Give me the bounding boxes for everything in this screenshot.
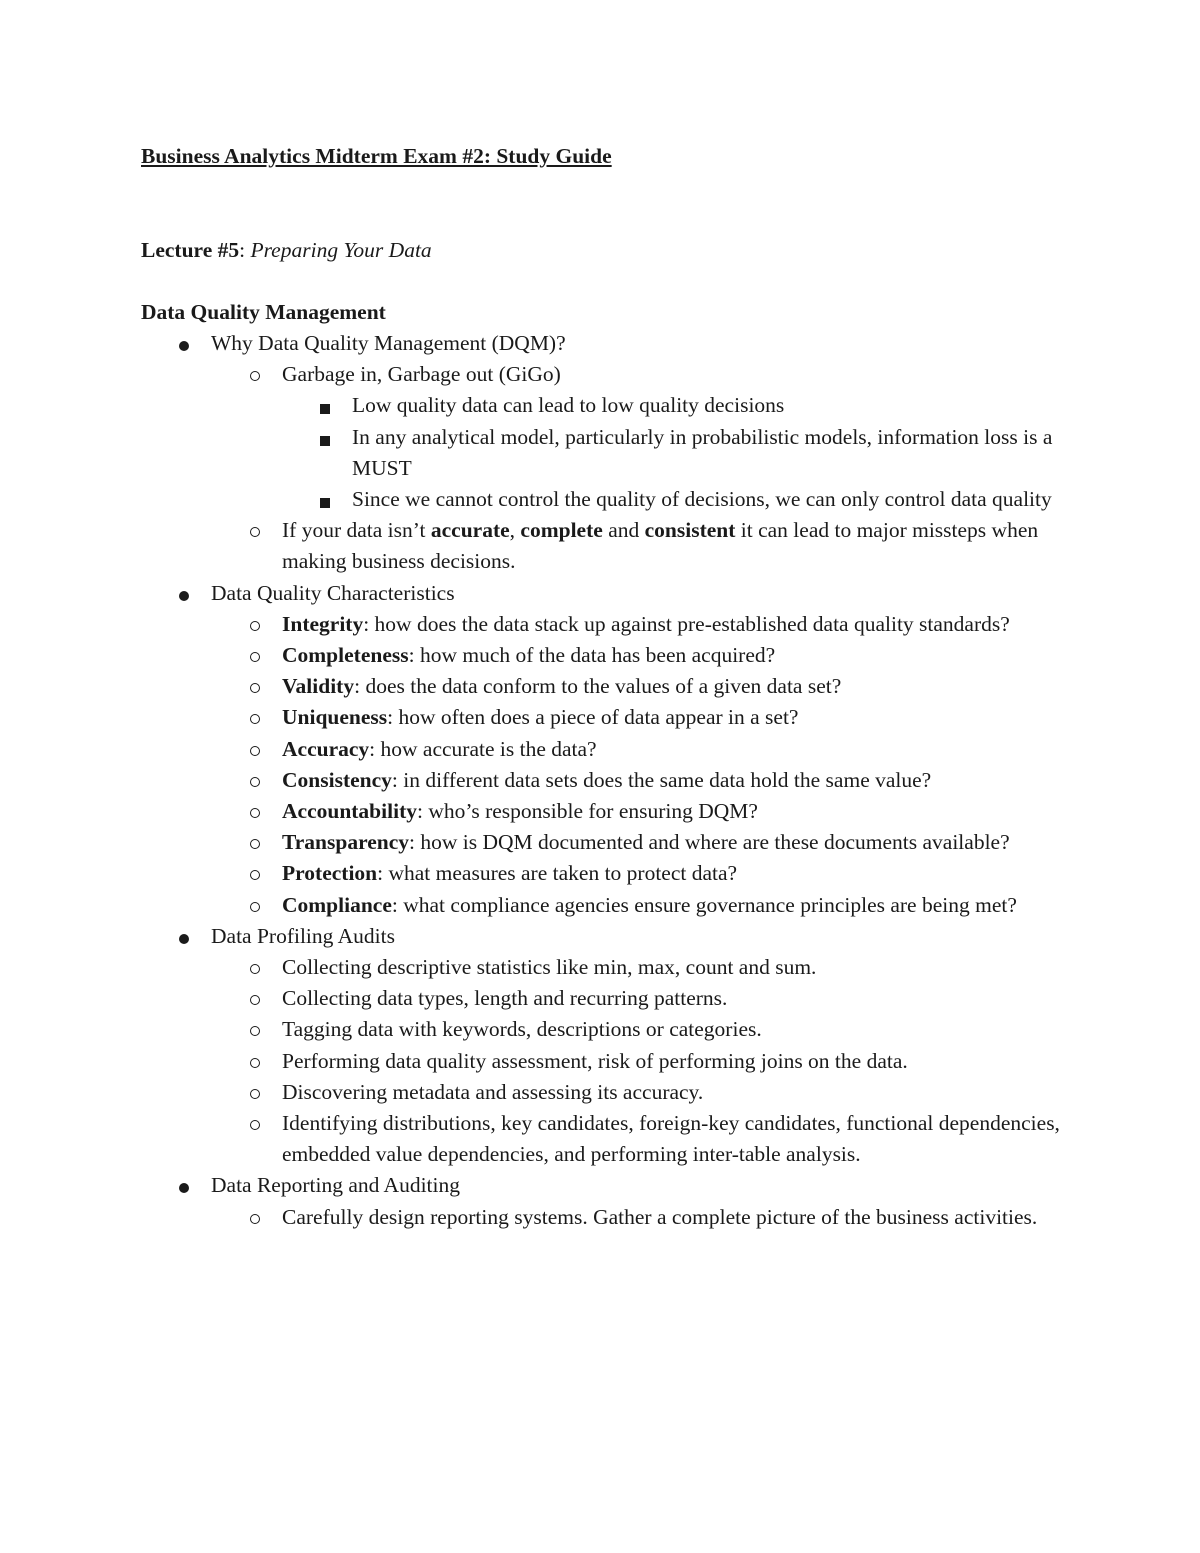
list-item-text: Protection: what measures are taken to protect data? <box>282 861 738 886</box>
list-item <box>0 515 1200 577</box>
list-item-text: Low quality data can lead to low quality decisions <box>352 393 785 418</box>
list-item <box>0 484 1200 515</box>
list-item-text: If your data isn’t accurate, complete and consistent it can lead to major missteps when making business decisions. <box>282 518 1039 574</box>
list-item-text: Compliance: what compliance agencies ensure governance principles are being met? <box>282 892 1017 917</box>
bullet-circle-icon <box>250 1120 260 1130</box>
bullet-circle-icon <box>250 371 260 381</box>
list-item <box>0 1077 1200 1108</box>
list-item-text: Completeness: how much of the data has been acquired? <box>282 643 776 668</box>
list-item-text: Integrity: how does the data stack up against pre-established data quality standards? <box>282 611 1010 636</box>
list-item <box>0 1202 1200 1233</box>
list-item-text: Data Quality Characteristics <box>211 580 455 605</box>
lecture-heading <box>141 236 432 264</box>
list-item-text: Discovering metadata and assessing its accuracy. <box>282 1079 704 1104</box>
list-item <box>0 390 1200 421</box>
list-item-text: Since we cannot control the quality of decisions, we can only control data quality <box>352 487 1052 512</box>
bullet-square-icon <box>320 498 330 508</box>
list-item-text: Carefully design reporting systems. Gather a complete picture of the business activities. <box>282 1204 1038 1229</box>
list-item <box>0 1014 1200 1045</box>
term: Compliance <box>282 892 392 917</box>
page-title: Business Analytics Midterm Exam #2: Study Guide <box>141 144 612 168</box>
list-item-text: Performing data quality assessment, risk of performing joins on the data. <box>282 1048 908 1073</box>
term: Completeness <box>282 643 409 668</box>
term: Protection <box>282 861 378 886</box>
bullet-circle-icon <box>250 1058 260 1068</box>
list-item-text: Why Data Quality Management (DQM)? <box>211 331 566 355</box>
list-item <box>0 890 1200 921</box>
bullet-circle-icon <box>250 621 260 631</box>
bullet-circle-icon <box>250 839 260 849</box>
list-item <box>0 578 1200 609</box>
bullet-circle-icon <box>250 964 260 974</box>
list-item-text: Garbage in, Garbage out (GiGo) <box>282 362 561 387</box>
list-item-text: Collecting descriptive statistics like min, max, count and sum. <box>282 955 817 980</box>
list-item <box>0 640 1200 671</box>
bullet-circle-icon <box>250 1026 260 1036</box>
list-item <box>0 328 1200 359</box>
list-item <box>0 827 1200 858</box>
list-item <box>0 1108 1200 1170</box>
term: Validity <box>282 674 355 699</box>
list-item <box>0 1046 1200 1077</box>
bullet-disc-icon <box>179 341 189 351</box>
list-item <box>0 1170 1200 1201</box>
lecture-subtitle: Preparing Your Data <box>250 238 432 262</box>
list-item <box>0 983 1200 1014</box>
list-item <box>0 765 1200 796</box>
term: Transparency <box>282 830 410 855</box>
term: Accountability <box>282 799 417 824</box>
list-item-text: Data Profiling Audits <box>211 923 395 948</box>
bullet-square-icon <box>320 404 330 414</box>
bullet-disc-icon <box>179 934 189 944</box>
list-item <box>0 359 1200 390</box>
bullet-square-icon <box>320 436 330 446</box>
keyword-accurate: accurate <box>430 518 510 543</box>
section-title: Data Quality Management <box>141 300 386 324</box>
list-item <box>0 609 1200 640</box>
list-item-text: Validity: does the data conform to the values of a given data set? <box>282 674 842 699</box>
keyword-complete: complete <box>520 518 603 543</box>
bullet-circle-icon <box>250 902 260 912</box>
bullet-circle-icon <box>250 870 260 880</box>
bullet-circle-icon <box>250 746 260 756</box>
bullet-circle-icon <box>250 652 260 662</box>
list-item <box>0 734 1200 765</box>
bullet-circle-icon <box>250 1214 260 1224</box>
bullet-circle-icon <box>250 1089 260 1099</box>
list-item-text: Accountability: who’s responsible for ensuring DQM? <box>282 799 758 824</box>
term: Consistency <box>282 767 392 792</box>
bullet-circle-icon <box>250 527 260 537</box>
list-item-text: Accuracy: how accurate is the data? <box>282 736 597 761</box>
list-item-text: Collecting data types, length and recurring patterns. <box>282 986 728 1011</box>
list-item-text: Uniqueness: how often does a piece of data appear in a set? <box>282 705 799 730</box>
lecture-separator: : <box>239 238 251 262</box>
bullet-circle-icon <box>250 808 260 818</box>
list-item <box>0 858 1200 889</box>
list-item-text: Transparency: how is DQM documented and where are these documents available? <box>282 830 1010 855</box>
bullet-circle-icon <box>250 683 260 693</box>
list-item <box>0 702 1200 733</box>
bullet-disc-icon <box>179 591 189 601</box>
list-item <box>0 952 1200 983</box>
term: Integrity <box>282 611 364 636</box>
keyword-consistent: consistent <box>644 518 736 543</box>
bullet-disc-icon <box>179 1183 189 1193</box>
list-item-text: Data Reporting and Auditing <box>211 1173 461 1198</box>
list-item <box>0 671 1200 702</box>
list-item <box>0 422 1200 484</box>
list-item-text: Consistency: in different data sets does the same data hold the same value? <box>282 767 932 792</box>
list-item-text: In any analytical model, particularly in probabilistic models, information loss is a MUST <box>352 424 1053 480</box>
list-item <box>0 921 1200 952</box>
outline-list <box>0 328 1200 1233</box>
list-item-text: Tagging data with keywords, descriptions or categories. <box>282 1017 762 1042</box>
list-item-text: Identifying distributions, key candidates, foreign-key candidates, functional dependencies, embedded value dependencies, and performing inter-table analysis. <box>282 1111 1060 1167</box>
lecture-label: Lecture #5 <box>141 238 240 262</box>
term: Accuracy <box>282 736 370 761</box>
bullet-circle-icon <box>250 714 260 724</box>
bullet-circle-icon <box>250 995 260 1005</box>
bullet-circle-icon <box>250 777 260 787</box>
list-item <box>0 796 1200 827</box>
term: Uniqueness <box>282 705 388 730</box>
